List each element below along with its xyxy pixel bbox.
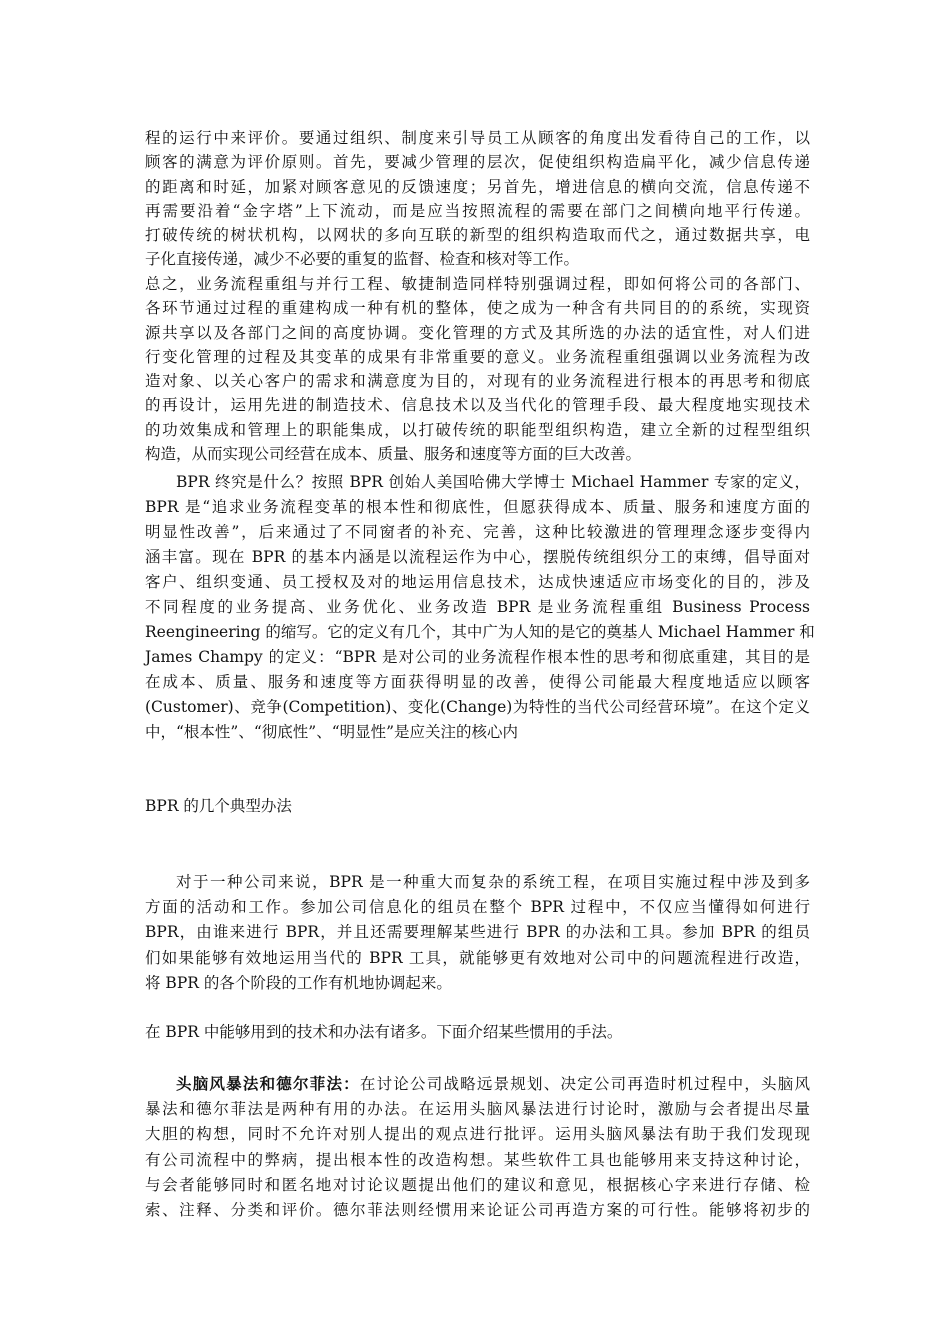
- text-line: 各环节通过过程的重建构成一种有机的整体，使之成为一种含有共同目的的系统，实现资: [145, 299, 810, 318]
- text-line: 源共享以及各部门之间的高度协调。变化管理的方式及其所选的办法的适宜性，对人们进: [145, 323, 810, 342]
- text-line: James Champy 的定义：“BPR 是对公司的业务流程作根本性的思考和彻底重建，其目的是: [145, 648, 810, 666]
- text-line: 在成本、质量、服务和速度等方面获得明显的改善，使得公司能最大程度地适应以顾客: [145, 673, 810, 691]
- text-line: 再需要沿着“金字塔”上下流动，而是应当按照流程的需要在部门之间横向地平行传递。: [145, 201, 810, 220]
- text-line: 对于一种公司来说，BPR 是一种重大而复杂的系统工程，在项目实施过程中涉及到多: [176, 873, 810, 891]
- text-line: 造对象、以关心客户的需求和满意度为目的，对现有的业务流程进行根本的再思考和彻底: [145, 372, 810, 391]
- text-line: 明显性改善”，后来通过了不同窗者的补充、完善，这种比较激进的管理理念逐步变得内: [145, 523, 810, 541]
- text-run: 在讨论公司战略远景规划、决定公司再造时机过程中，头脑风: [359, 1075, 810, 1093]
- text-line: 打破传统的树状机构，以网状的多向互联的新型的组织构造取而代之，通过数据共享，电: [145, 226, 810, 245]
- text-line: 大胆的构想，同时不允许对别人提出的观点进行批评。运用头脑风暴法有助于我们发现现: [145, 1125, 810, 1144]
- text-line: 不同程度的业务提高、业务优化、业务改造 BPR 是业务流程重组 Business Process: [145, 598, 810, 616]
- text-line: 子化直接传递，减少不必要的重复的监督、检查和核对等工作。: [145, 250, 580, 269]
- text-line: 的距离和时延，加紧对顾客意见的反馈速度；另首先，增进信息的横向交流，信息传递不: [145, 177, 810, 196]
- text-line: 的再设计，运用先进的制造技术、信息技术以及当代化的管理手段、最大程度地实现技术: [145, 396, 810, 415]
- section-heading: BPR 的几个典型办法: [145, 797, 292, 815]
- text-line: 索、注释、分类和评价。德尔菲法则经惯用来论证公司再造方案的可行性。能够将初步的: [145, 1201, 810, 1220]
- paragraph-summary: [145, 272, 810, 466]
- text-line: 将 BPR 的各个阶段的工作有机地协调起来。: [145, 973, 452, 992]
- text-line: 涵丰富。现在 BPR 的基本内涵是以流程运作为中心，摆脱传统组织分工的束缚，倡导面对: [145, 548, 810, 566]
- term-brainstorm-delphi: 头脑风暴法和德尔菲法：: [176, 1074, 360, 1093]
- text-line: [145, 1071, 810, 1097]
- text-line: (Customer)、竞争(Competition)、变化(Change)为特性的当代公司经营环境”。在这个定义: [145, 698, 810, 716]
- text-line: 中，“根本性”、“彻底性”、“明显性”是应关注的核心内: [145, 723, 519, 741]
- text-line: 们如果能够有效地运用当代的 BPR 工具，就能够更有效地对公司中的问题流程进行改造，: [145, 948, 810, 967]
- text-line: 暴法和德尔菲法是两种有用的办法。在运用头脑风暴法进行讨论时，激励与会者提出尽量: [145, 1100, 810, 1119]
- text-line: 构造，从而实现公司经营在成本、质量、服务和速度等方面的巨大改善。: [145, 445, 642, 464]
- text-line: BPR 终究是什么？按照 BPR 创始人美国哈佛大学博士 Michael Hammer 专家的定义，: [176, 473, 810, 491]
- text-line: 与会者能够同时和匿名地对讨论议题提出他们的建议和意见，根据核心字来进行存储、检: [145, 1175, 810, 1194]
- text-line: 有公司流程中的弊病，提出根本性的改造构想。某些软件工具也能够用来支持这种讨论，: [145, 1150, 810, 1169]
- paragraph-brainstorm-delphi: [145, 1071, 810, 1223]
- paragraph-bpr-methods-intro: [145, 870, 810, 996]
- paragraph-techniques: [145, 1020, 810, 1045]
- text-line: 在 BPR 中能够用到的技术和办法有诸多。下面介绍某些惯用的手法。: [145, 1023, 623, 1041]
- text-line: 程的运行中来评价。要通过组织、制度来引导员工从顾客的角度出发看待自己的工作，以: [145, 129, 810, 147]
- text-line: BPR，由谁来进行 BPR，并且还需要理解某些进行 BPR 的办法和工具。参加 BPR 的组员: [145, 923, 810, 942]
- text-line: BPR 是“追求业务流程变革的根本性和彻底性，但愿获得成本、质量、服务和速度方面的: [145, 498, 810, 516]
- text-line: 顾客的满意为评价原则。首先，要减少管理的层次，促使组织构造扁平化，减少信息传递: [145, 153, 810, 172]
- paragraph-bpr-definition: [145, 470, 815, 745]
- text-line: 客户、组织变通、员工授权及对的地运用信息技术，达成快速适应市场变化的目的，涉及: [145, 573, 810, 591]
- text-line: 行变化管理的过程及其变革的成果有非常重要的意义。业务流程重组强调以业务流程为改: [145, 347, 810, 366]
- text-line: 方面的活动和工作。参加公司信息化的组员在整个 BPR 过程中，不仅应当懂得如何进行: [145, 898, 810, 917]
- paragraph-org-structure: [145, 126, 810, 272]
- text-line: Reengineering 的缩写。它的定义有几个，其中广为人知的是它的奠基人 Michael Hammer 和: [145, 623, 815, 641]
- text-line: 总之，业务流程重组与并行工程、敏捷制造同样特别强调过程，即如何将公司的各部门、: [145, 275, 810, 293]
- text-line: 的功效集成和管理上的职能集成，以打破传统的职能型组织构造，建立全新的过程型组织: [145, 420, 810, 439]
